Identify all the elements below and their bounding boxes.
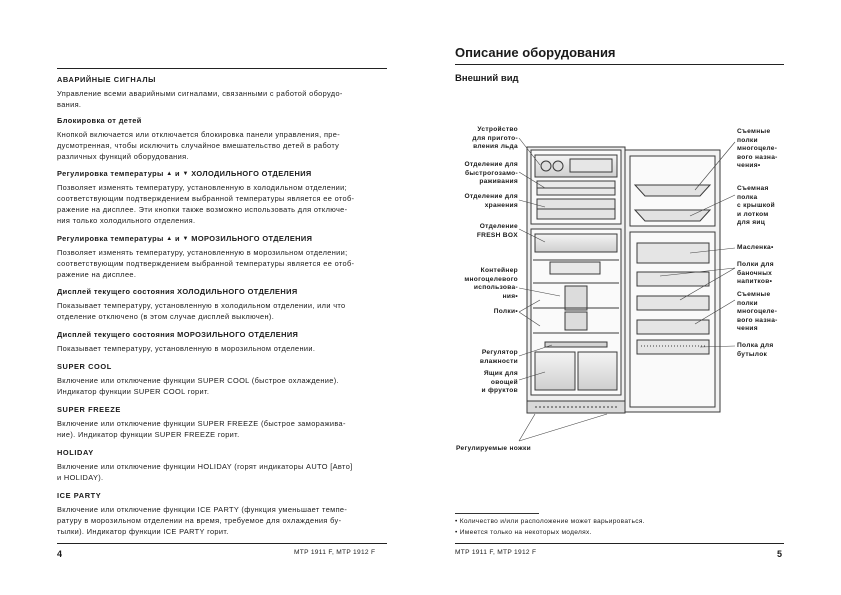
section-body-alarms: Управление всеми аварийными сигналами, связанными с работой оборудо- вания.: [57, 89, 343, 110]
refrigerator-diagram: [455, 120, 785, 450]
note-models: • Имеется только на некоторых моделях.: [455, 529, 592, 536]
label-multi-container: Контейнер многоцелевого использова- ния•: [464, 267, 518, 300]
section-heading-alarms: АВАРИЙНЫЕ СИГНАЛЫ: [57, 75, 156, 84]
label-fast-freeze: Отделение для быстрогозамо- раживания: [464, 161, 518, 186]
label-ice-maker: Устройство для пригото- вления льда: [472, 126, 518, 151]
label-vegetable-drawer: Ящик для овощей и фруктов: [481, 370, 518, 395]
label-storage: Отделение для хранения: [464, 193, 518, 209]
label-can-shelves: Полки для баночных напитков•: [737, 261, 774, 286]
label-butter-dish: Масленка•: [737, 244, 774, 251]
label-shelves: Полки•: [493, 308, 518, 315]
label-bottle-shelf: Полка для бутылок: [737, 342, 774, 358]
top-rule-right: [455, 64, 784, 65]
top-rule-left: [57, 68, 387, 69]
section-body-freezer-temp: Позволяет изменять температуру, установленную в морозильном отделении; соответствующим подтверждением выбранной температуры является ее отоб- ражение на дисплее.: [57, 248, 355, 280]
section-body-fridge-display: Показывает температуру, установленную в холодильном отделении, или что отделение отключено (в этом случае дисплей выключен).: [57, 301, 346, 322]
label-door-shelves: Съемные полки многоцеле- вого назна- чения: [737, 291, 778, 333]
section-body-holiday: Включение или отключение функции HOLIDAY (горят индикаторы AUTO [Авто] и HOLIDAY).: [57, 462, 353, 483]
section-heading-fridge-temp: Регулировка температуры ▲ и ▼ ХОЛОДИЛЬНОГО ОТДЕЛЕНИЯ: [57, 169, 312, 178]
arrow-down-icon: ▼: [182, 236, 189, 242]
section-body-freezer-display: Показывает температуру, установленную в морозильном отделении.: [57, 344, 316, 353]
fridge-body: [527, 147, 720, 413]
label-humidity: Регулятор влажности: [479, 349, 518, 365]
notes-rule: [455, 513, 539, 514]
section-body-fridge-temp: Позволяет изменять температуру, установленную в холодильном отделении; соответствующим подтверждением выбранной температуры является ее отоб- ражение на дисплее. Эти кнопки также возможно использовать для отключе- ния только холодильного отделения.: [57, 183, 355, 226]
page-number-right: 5: [777, 549, 783, 559]
section-heading-ice-party: ICE PARTY: [57, 491, 102, 500]
note-quantity: • Количество и/или расположение может варьироваться.: [455, 518, 645, 525]
model-footer-left: MTP 1911 F, MTP 1912 F: [294, 549, 376, 556]
section-body-super-freeze: Включение или отключение функции SUPER FREEZE (быстрое заморажива- ние). Индикатор функции SUPER FREEZE горит.: [57, 419, 346, 440]
model-footer-right: MTP 1911 F, MTP 1912 F: [455, 549, 537, 556]
page-subtitle: Внешний вид: [455, 73, 519, 84]
arrow-down-icon: ▼: [182, 171, 189, 177]
section-heading-super-cool: SUPER COOL: [57, 362, 112, 371]
section-heading-freezer-display: Дисплей текущего состояния МОРОЗИЛЬНОГО ОТДЕЛЕНИЯ: [57, 330, 299, 339]
label-adjustable-feet: Регулируемые ножки: [456, 445, 531, 452]
section-body-ice-party: Включение или отключение функции ICE PARTY (функция уменьшает темпе- ратуру в морозильном отделении на время, требуемое для охлаждения бу- тылки). Индикатор функции ICE PARTY горит.: [57, 505, 348, 537]
section-heading-super-freeze: SUPER FREEZE: [57, 405, 121, 414]
section-heading-fridge-display: Дисплей текущего состояния ХОЛОДИЛЬНОГО ОТДЕЛЕНИЯ: [57, 287, 298, 296]
section-body-super-cool: Включение или отключение функции SUPER COOL (быстрое охлаждение). Индикатор функции SUPER COOL горит.: [57, 376, 339, 397]
page-number-left: 4: [57, 549, 63, 559]
page-title: Описание оборудования: [455, 45, 616, 60]
bottom-rule-left: [57, 543, 387, 544]
section-body-child-lock: Кнопкой включается или отключается блокировка панели управления, пре- дусмотренная, чтобы исключить случайное вмешательство детей в работу различных функций оборудования.: [57, 130, 341, 162]
section-heading-holiday: HOLIDAY: [57, 448, 94, 457]
arrow-up-icon: ▲: [166, 236, 173, 242]
label-fresh-box: Отделение FRESH BOX: [476, 223, 518, 239]
arrow-up-icon: ▲: [166, 171, 173, 177]
section-heading-freezer-temp: Регулировка температуры ▲ и ▼ МОРОЗИЛЬНОГО ОТДЕЛЕНИЯ: [57, 234, 313, 243]
label-egg-shelf: Съемная полка с крышкой и лотком для яиц: [737, 185, 775, 227]
label-door-shelves-top: Съемные полки многоцеле- вого назна- чения•: [737, 128, 778, 170]
section-heading-child-lock: Блокировка от детей: [57, 116, 142, 125]
bottom-rule-right: [455, 543, 784, 544]
